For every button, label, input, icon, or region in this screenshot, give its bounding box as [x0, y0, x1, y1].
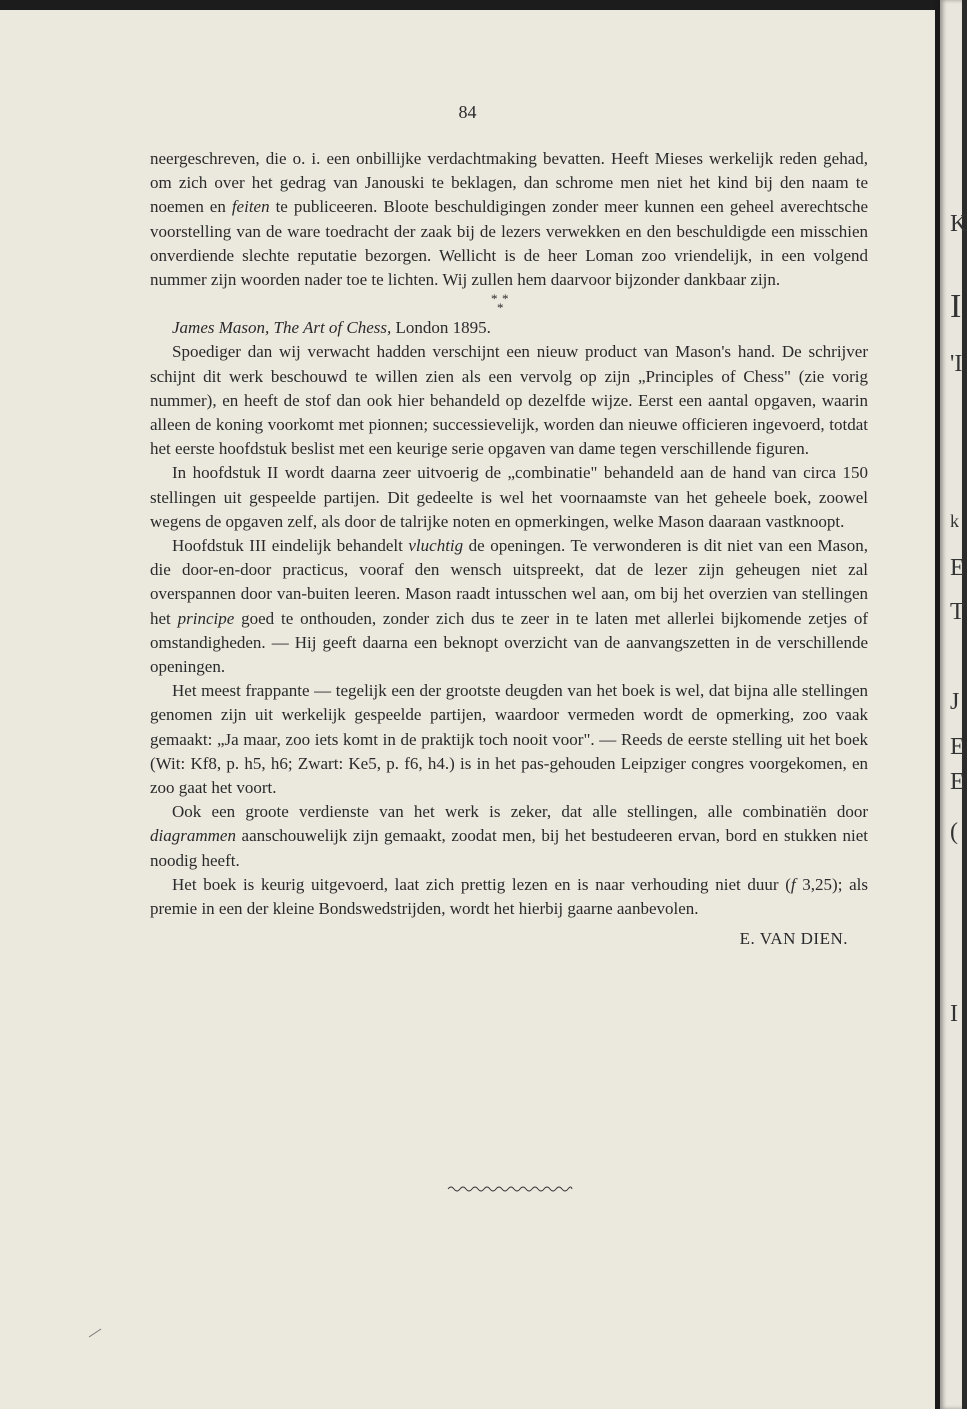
adjacent-page-letter: (: [950, 819, 958, 845]
page-number: 84: [458, 102, 477, 122]
scanner-top-border: [0, 0, 962, 10]
adjacent-page-letter: I: [950, 288, 962, 325]
book-page: [0, 10, 935, 1409]
adjacent-page-letter: E: [950, 734, 965, 760]
adjacent-page-letter: K: [950, 211, 967, 237]
paragraph: Ook een groote verdienste van het werk is zeker, dat alle stellingen, alle combinatiën door diagrammen aanschouwelijk zijn gemaakt, zoodat men, bij het bestudeeren ervan, bord en stukken niet noodig heeft.: [150, 802, 868, 870]
paragraph: Hoofdstuk III eindelijk behandelt vluchtig de openingen. Te verwonderen is dit niet van een Mason, die door-en-door practicus, vooraf den wensch uitspreekt, dat de lezer zijn geheugen niet zal overspannen door van-buiten leeren. Mason raadt intusschen wel aan, om bij het overzien van stellingen het principe goed te onthouden, zonder zich dus te zeer in te laten met allerlei bijkomende zetjes of omstandigheden. — Hij geeft daarna een beknopt overzicht van de aanvangszetten in de verschillende openingen.: [150, 536, 868, 677]
adjacent-page-letter: 'I: [950, 351, 963, 377]
asterism-divider: * * *: [491, 291, 509, 316]
review-heading: James Mason, The Art of Chess, London 1895.: [172, 318, 491, 338]
paragraph: Het boek is keurig uitgevoerd, laat zich prettig lezen en is naar verhouding niet duur (f 3,25); als premie in een der kleine Bondswedstrijden, wordt het hierbij gaarne aanbevolen.: [150, 874, 868, 919]
adjacent-page-edge: [940, 0, 967, 1409]
article-body: [150, 147, 868, 952]
author-signature: E. VAN DIEN.: [739, 929, 848, 949]
adjacent-page-letter: J: [950, 689, 960, 715]
adjacent-page-letter: I: [950, 1001, 958, 1027]
adjacent-page-letter: E: [950, 555, 965, 581]
wavy-divider-ornament: [448, 1185, 572, 1193]
paragraph: In hoofdstuk II wordt daarna zeer uitvoerig de „combinatie" behandeld aan de hand van circa 150 stellingen uit gespeelde partijen. Dit gedeelte is wel het voornaamste van het geheele boek, zoowel wegens de opgaven zelf, als door de talrijke noten en opmerkingen, welke Mason daaraan vastknoopt.: [150, 463, 868, 531]
pencil-mark: [88, 1328, 102, 1338]
paragraph: Spoediger dan wij verwacht hadden verschijnt een nieuw product van Mason's hand. De schrijver schijnt dit werk beschouwd te willen zien als een vervolg op zijn „Principles of Chess" (zie vorig nummer), en heeft de stof dan ook hier behandeld op dezelfde wijze. Eerst een aantal opgaven, waarin alleen de koning voorkomt met pionnen; successievelijk, worden dan nieuwe officieren ingevoerd, totdat het eerste hoofdstuk beslist met een keurige serie opgaven van dame tegen verschillende figuren.: [150, 342, 868, 459]
paragraph: neergeschreven, die o. i. een onbillijke verdachtmaking bevatten. Heeft Mieses werkelijk reden gehad, om zich over het gedrag van Janouski te beklagen, dan schrome men niet het kind bij den naam te noemen en feiten te publiceeren. Bloote beschuldigingen zonder meer kunnen een geheel averechtsche voorstelling van de ware toedracht der zaak bij de lezers verwekken en den beschuldigde een misschien onverdiende slechte reputatie bezorgen. Wellicht is de heer Loman zoo vriendelijk, in een volgend nummer zijn woorden nader toe te lichten. Wij zullen hem daarvoor bijzonder dankbaar zijn.: [150, 149, 868, 290]
adjacent-page-letter: k: [950, 511, 959, 531]
adjacent-page-letter: E: [950, 769, 965, 795]
paragraph: Het meest frappante — tegelijk een der grootste deugden van het boek is wel, dat bijna alle stellingen genomen zijn uit werkelijk gespeelde partijen, waardoor vermeden wordt de opmerking, zoo vaak gemaakt: „Ja maar, zoo iets komt in de praktijk toch nooit voor". — Reeds de eerste stelling uit het boek (Wit: Kf8, p. h5, h6; Zwart: Ke5, p. f6, h4.) is in het pas-gehouden Leipziger congres voorgekomen, en zoo gaat het voort.: [150, 681, 868, 798]
adjacent-page-letter: T: [950, 599, 965, 625]
